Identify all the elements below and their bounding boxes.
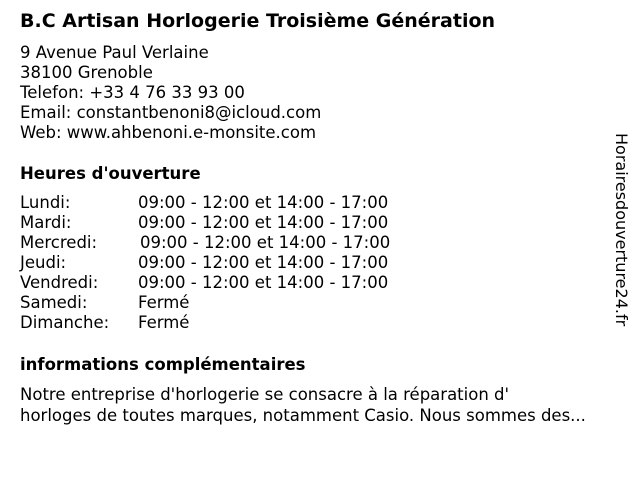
city-address: 38100 Grenoble: [20, 63, 153, 82]
website-address: Web: www.ahbenoni.e-monsite.com: [20, 123, 317, 142]
hours-time: 09:00 - 12:00 et 14:00 - 17:00: [138, 213, 389, 232]
hours-day-label: Mardi:: [20, 213, 72, 232]
opening-hours-heading: Heures d'ouverture: [20, 164, 201, 183]
phone-number: Telefon: +33 4 76 33 93 00: [20, 83, 245, 102]
opening-hours-table: [20, 193, 390, 333]
street-address: 9 Avenue Paul Verlaine: [20, 43, 209, 62]
hours-row-samedi: [20, 293, 390, 313]
site-watermark: Horairesdouverture24.fr: [612, 133, 631, 327]
email-address: Email: constantbenoni8@icloud.com: [20, 103, 322, 122]
business-title: B.C Artisan Horlogerie Troisième Génération: [20, 10, 496, 32]
hours-time: Fermé: [138, 313, 190, 332]
hours-row-mardi: [20, 213, 390, 233]
hours-row-vendredi: [20, 273, 390, 293]
hours-day-label: Jeudi:: [20, 253, 67, 272]
hours-day-label: Samedi:: [20, 293, 88, 312]
hours-time: 09:00 - 12:00 et 14:00 - 17:00: [140, 233, 391, 252]
hours-day-label: Vendredi:: [20, 273, 99, 292]
hours-day-label: Mercredi:: [20, 233, 98, 252]
hours-time: 09:00 - 12:00 et 14:00 - 17:00: [138, 193, 389, 212]
hours-time: Fermé: [138, 293, 190, 312]
info-line-2: horloges de toutes marques, notamment Casio. Nous sommes des...: [20, 406, 586, 425]
additional-info-heading: informations complémentaires: [20, 355, 306, 374]
hours-time: 09:00 - 12:00 et 14:00 - 17:00: [138, 273, 389, 292]
hours-row-jeudi: [20, 253, 390, 273]
contact-block: [20, 43, 321, 143]
hours-day-label: Lundi:: [20, 193, 71, 212]
hours-row-lundi: [20, 193, 390, 213]
hours-row-dimanche: [20, 313, 390, 333]
hours-day-label: Dimanche:: [20, 313, 110, 332]
additional-info-text: [20, 384, 620, 426]
hours-row-mercredi: [20, 233, 390, 253]
info-line-1: Notre entreprise d'horlogerie se consacre à la réparation d': [20, 385, 510, 404]
hours-time: 09:00 - 12:00 et 14:00 - 17:00: [138, 253, 389, 272]
